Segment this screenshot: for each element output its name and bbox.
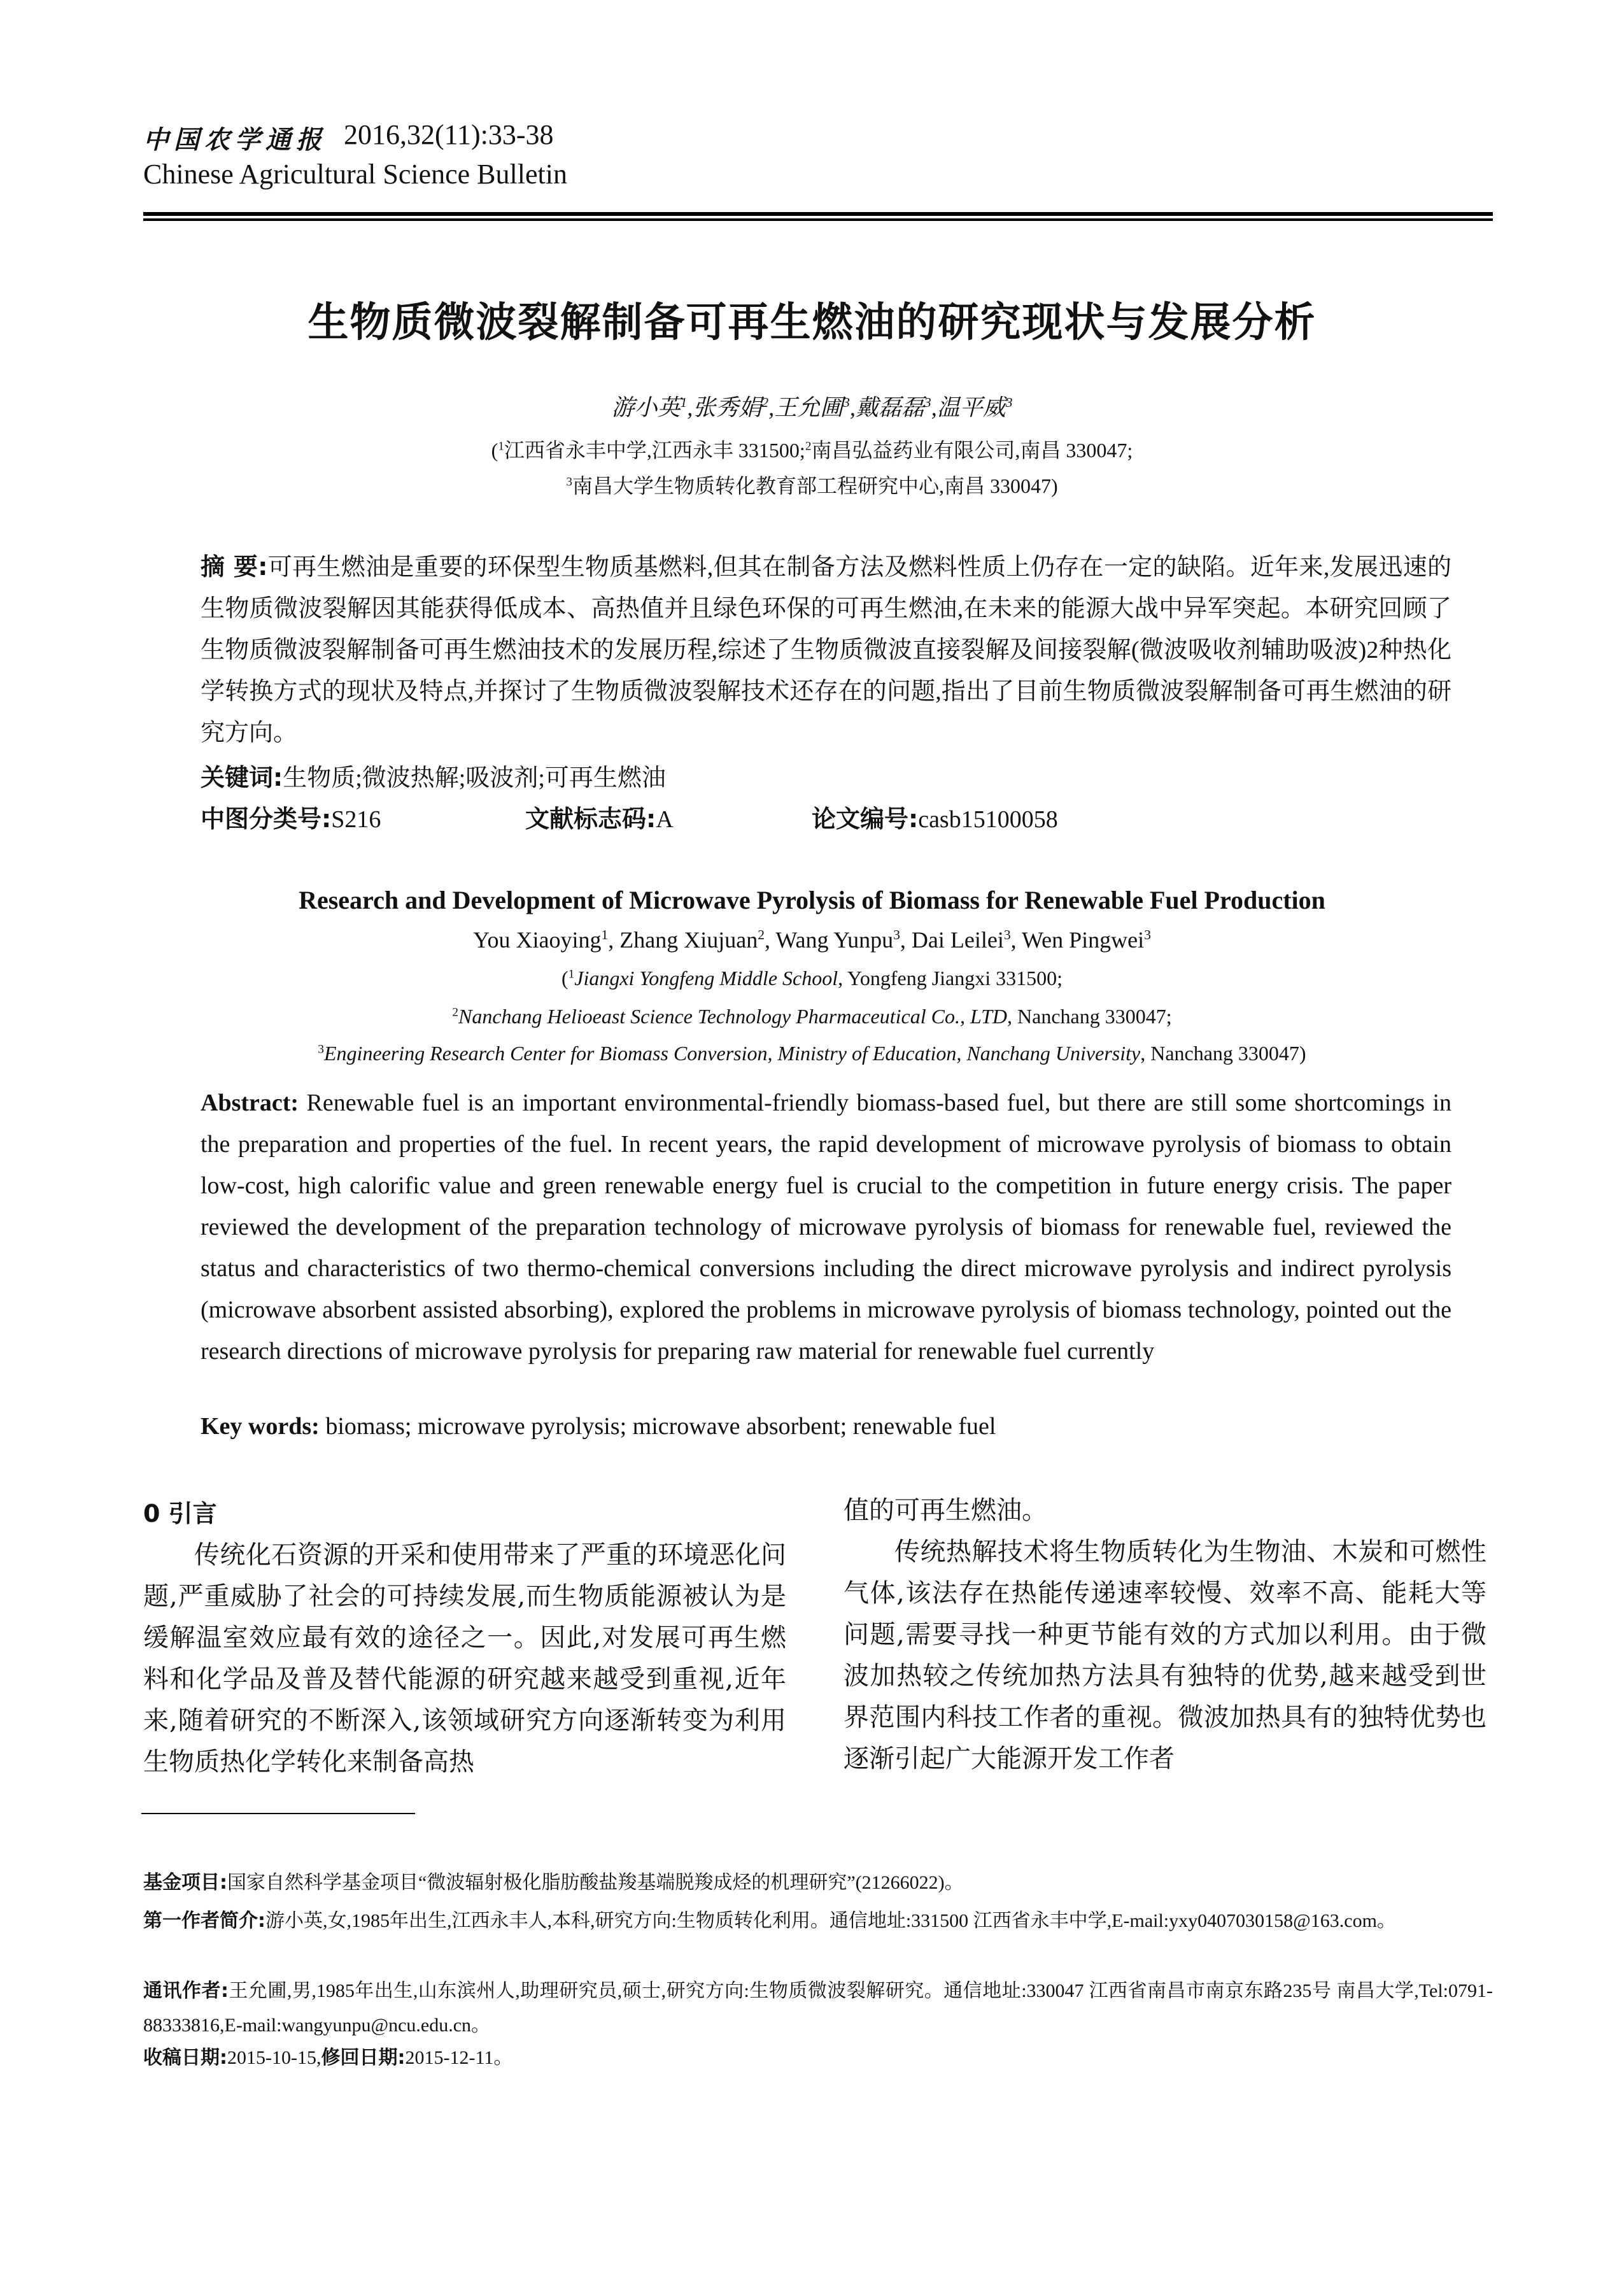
revised-label: 修回日期:: [321, 2047, 406, 2069]
footnote-first-author: [143, 1904, 1493, 1938]
affiliation-name: Engineering Research Center for Biomass Conversion, Ministry of Education, Nanchang University: [324, 1042, 1141, 1065]
aff-sup: 3: [318, 1042, 324, 1056]
affiliation-en-3: [0, 1042, 1624, 1065]
corresponding-text: 王允圃,男,1985年出生,山东滨州人,助理研究员,硕士,研究方向:生物质微波裂解研究。通信地址:330047 江西省南昌市南京东路235号 南昌大学,Tel:0791-88333816,E-mail:wangyunpu@ncu.edu.cn。: [143, 1980, 1493, 2036]
abstract-cn-text: 可再生燃油是重要的环保型生物质基燃料,但其在制备方法及燃料性质上仍存在一定的缺陷。近年来,发展迅速的生物质微波裂解因其能获得低成本、高热值并且绿色环保的可再生燃油,在未来的能源大战中异军突起。本研究回顾了生物质微波裂解制备可再生燃油技术的发展历程,综述了生物质微波直接裂解及间接裂解(微波吸收剂辅助吸波)2种热化学转换方式的现状及特点,并探讨了生物质微波裂解技术还存在的问题,指出了目前生物质微波裂解制备可再生燃油的研究方向。: [201, 554, 1451, 746]
received-label: 收稿日期:: [143, 2047, 227, 2069]
author: Wang Yunpu: [775, 927, 894, 953]
author: You Xiaoying: [473, 927, 602, 953]
affiliation-name: Jiangxi Yongfeng Middle School: [574, 967, 838, 990]
affiliation-rest: , Yongfeng Jiangxi 331500;: [838, 967, 1063, 990]
author: 温平威: [936, 395, 1006, 420]
author-sup: 2: [758, 927, 765, 942]
first-author-label: 第一作者简介:: [143, 1910, 265, 1932]
clc-label: 中图分类号:: [201, 805, 332, 833]
fund-label: 基金项目:: [143, 1871, 227, 1894]
abstract-en-text: Renewable fuel is an important environmental-friendly biomass-based fuel, but there are still some shortcomings in the preparation and properties of the fuel. In recent years, the rapid development of microwave pyrolysis of biomass to obtain low-cost, high calorific value and green renewable energy fuel is crucial to the competition in future energy crisis. The paper reviewed the development of the preparation technology of microwave pyrolysis of biomass for renewable fuel, reviewed the status and characteristics of two thermo-chemical conversions including the direct microwave pyrolysis and indirect pyrolysis (microwave absorbent assisted absorbing), explored the problems in microwave pyrolysis of biomass technology, pointed out the research directions of microwave pyrolysis for preparing raw material for renewable fuel currently: [201, 1090, 1451, 1365]
document-code: [525, 799, 812, 834]
affiliation-en-2: [0, 1005, 1624, 1028]
author-sup: 3: [893, 927, 900, 942]
author: 王允圃: [774, 395, 844, 420]
author-sup: 2: [761, 395, 769, 410]
affiliation-en-1: ($^1$Jiangxi Yongfeng Middle School, Yongfeng Jiangxi 331500;: [561, 967, 1063, 990]
clc-value: S216: [331, 806, 381, 833]
body-column-right: [844, 1490, 1486, 1780]
affiliation-text: 南昌大学生物质转化教育部工程研究中心,南昌 330047): [572, 474, 1058, 497]
abstract-cn: [201, 546, 1451, 754]
keywords-cn-text: 生物质;微波热解;吸波剂;可再生燃油: [283, 765, 666, 792]
received-date: 2015-10-15: [227, 2047, 316, 2068]
first-author-text: 游小英,女,1985年出生,江西永丰人,本科,研究方向:生物质转化利用。通信地址:331500 江西省永丰中学,E-mail:yxy0407030158@163.com。: [265, 1910, 1396, 1931]
footnote-fund: [143, 1869, 1493, 1897]
section-heading: 0 引言: [143, 1500, 217, 1528]
abstract-en-label: Abstract:: [201, 1090, 299, 1116]
abstract-en: [201, 1083, 1451, 1372]
affiliation-rest: , Nanchang 330047;: [1007, 1005, 1172, 1028]
affiliation-cn-line2: [0, 470, 1624, 499]
footnote-dates: [143, 2044, 1493, 2072]
body-paragraph: 传统热解技术将生物质转化为生物油、木炭和可燃性气体,该法存在热能传递速率较慢、效率不高、能耗大等问题,需要寻找一种更节能有效的方式加以利用。由于微波加热较之传统加热方法具有独特的优势,越来越受到世界范围内科技工作者的重视。微波加热具有的独特优势也逐渐引起广大能源开发工作者: [844, 1537, 1486, 1773]
author-sup: 3: [1003, 927, 1011, 942]
affiliation-rest: , Nanchang 330047): [1140, 1042, 1306, 1065]
author-sup: 1: [680, 395, 688, 410]
author-list-cn: 游小英$^1$,张秀娟$^2$,王允圃$^3$,戴磊磊$^3$,温平威$^3$: [611, 395, 1013, 420]
author-sup: 3: [1005, 395, 1013, 410]
period: 。: [493, 2047, 513, 2068]
footnote-divider: [141, 1813, 415, 1814]
paper-number-value: casb15100058: [918, 806, 1058, 833]
revised-date: 2015-12-11: [405, 2047, 494, 2068]
header-rule-thin: [143, 218, 1493, 221]
page-title-en: Research and Development of Microwave Pyrolysis of Biomass for Renewable Fuel Production: [299, 886, 1325, 914]
aff-sup: 1: [498, 439, 504, 453]
journal-volume: 2016,32(11):33-38: [344, 119, 554, 150]
corresponding-label: 通讯作者:: [143, 1980, 229, 2002]
keywords-cn-label: 关键词:: [201, 763, 283, 792]
aff-sup: 2: [452, 1005, 458, 1019]
affiliation-text: 南昌弘益药业有限公司,南昌 330047;: [811, 439, 1133, 462]
body-column-left: [143, 1493, 786, 1783]
author-sup: 1: [601, 927, 609, 942]
header-rule-thick: [143, 212, 1493, 216]
doc-code-label: 文献标志码:: [525, 805, 656, 833]
keywords-cn: [201, 758, 666, 793]
keywords-en-label: Key words:: [201, 1413, 320, 1440]
author-sup: 3: [924, 395, 931, 410]
body-paragraph-continuation: 值的可再生燃油。: [844, 1496, 1047, 1525]
author-sup: 3: [1144, 927, 1151, 942]
author: 戴磊磊: [855, 395, 924, 420]
author: 张秀娟: [693, 395, 762, 420]
author-sup: 3: [843, 395, 850, 410]
affiliation-cn-line1: ($^1$江西省永丰中学,江西永丰 331500;$^2$南昌弘益药业有限公司,南昌 330047;: [491, 439, 1133, 462]
author: Dai Leilei: [911, 927, 1004, 953]
doc-code-value: A: [656, 806, 674, 833]
fund-text: 国家自然科学基金项目“微波辐射极化脂肪酸盐羧基端脱羧成烃的机理研究”(21266022)。: [227, 1872, 964, 1893]
page-title-cn: 生物质微波裂解制备可再生燃油的研究现状与发展分析: [307, 299, 1317, 346]
author: Wen Pingwei: [1022, 927, 1145, 953]
journal-name-en: Chinese Agricultural Science Bulletin: [143, 159, 567, 190]
paper-number: [812, 799, 1058, 834]
author: Zhang Xiujuan: [619, 927, 758, 953]
keywords-en-text: biomass; microwave pyrolysis; microwave absorbent; renewable fuel: [325, 1413, 996, 1440]
paper-number-label: 论文编号:: [812, 805, 919, 833]
journal-name-cn: 中国农学通报: [143, 125, 327, 154]
classification-row: [201, 799, 1451, 834]
footnote-corresponding-author: [143, 1974, 1493, 2043]
keywords-en: [201, 1412, 996, 1440]
abstract-cn-label: 摘 要:: [201, 553, 268, 581]
affiliation-text: 江西省永丰中学,江西永丰 331500;: [504, 439, 805, 462]
separator: ,: [316, 2047, 321, 2068]
aff-sup: 2: [805, 439, 812, 453]
author: 游小英: [611, 395, 681, 420]
author-list-en: You Xiaoying$^1$, Zhang Xiujuan$^2$, Wang Yunpu$^3$, Dai Leilei$^3$, Wen Pingwei$^3$: [473, 927, 1151, 953]
clc-number: [201, 799, 525, 834]
aff-sup: 3: [566, 475, 572, 489]
affiliation-name: Nanchang Helioeast Science Technology Pharmaceutical Co., LTD: [458, 1005, 1008, 1028]
body-paragraph: 传统化石资源的开采和使用带来了严重的环境恶化问题,严重威胁了社会的可持续发展,而生物质能源被认为是缓解温室效应最有效的途径之一。因此,对发展可再生燃料和化学品及普及替代能源的研究越来越受到重视,近年来,随着研究的不断深入,该领域研究方向逐渐转变为利用生物质热化学转化来制备高热: [143, 1540, 786, 1777]
aff-sup: 1: [568, 967, 575, 981]
